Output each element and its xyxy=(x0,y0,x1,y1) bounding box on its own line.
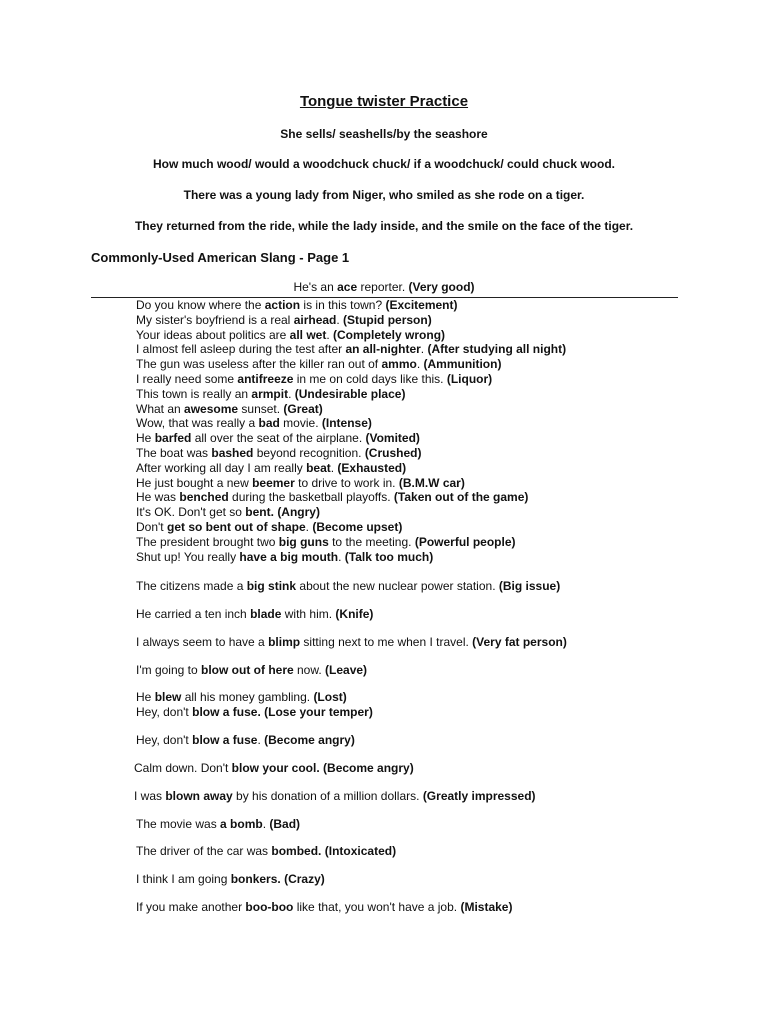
slang-meaning: (Exhausted) xyxy=(337,460,407,475)
slang-line xyxy=(136,387,736,402)
line-text: . xyxy=(420,342,428,357)
slang-line xyxy=(136,872,325,886)
line-text: The boat was xyxy=(136,445,212,460)
slang-line xyxy=(136,490,736,505)
line-text: sunset. xyxy=(238,401,284,416)
line-text: The movie was xyxy=(136,817,221,831)
slang-line xyxy=(136,520,736,535)
tongue-twister: There was a young lady from Niger, who smiled as she rode on a tiger. xyxy=(183,188,585,202)
slang-meaning: (Knife) xyxy=(335,607,374,621)
slang-term: beemer xyxy=(252,475,295,490)
line-text: beyond recognition. xyxy=(253,445,365,460)
slang-line xyxy=(136,705,373,719)
slang-term: ammo xyxy=(381,357,417,372)
line-text: by his donation of a million dollars. xyxy=(232,789,423,803)
line-text: The gun was useless after the killer ran out of xyxy=(136,357,382,372)
slang-term: bonkers. xyxy=(230,872,281,886)
slang-term: ace xyxy=(337,280,358,294)
line-text: with him. xyxy=(281,607,336,621)
line-text: After working all day I am really xyxy=(136,460,307,475)
line-text: all his money gambling. xyxy=(181,690,314,704)
slang-meaning: (Vomited) xyxy=(365,431,420,446)
slang-term: big stink xyxy=(246,579,297,593)
slang-line xyxy=(136,635,567,649)
slang-line xyxy=(136,550,736,565)
slang-term: airhead xyxy=(293,312,337,327)
slang-term: blade xyxy=(250,607,282,621)
slang-meaning: (Liquor) xyxy=(446,371,493,386)
line-text: to drive to work in. xyxy=(294,475,399,490)
slang-meaning: (Very good) xyxy=(408,280,475,294)
page-title: Tongue twister Practice xyxy=(299,93,469,110)
slang-line xyxy=(136,446,736,461)
slang-line xyxy=(136,416,736,431)
slang-line xyxy=(136,690,347,704)
slang-term: blimp xyxy=(268,635,301,649)
line-text: . xyxy=(288,386,295,401)
slang-line xyxy=(136,663,367,677)
slang-line xyxy=(136,817,300,831)
line-text: Shut up! You really xyxy=(136,549,240,564)
slang-meaning: (Great) xyxy=(283,401,323,416)
slang-meaning: (Crazy) xyxy=(284,872,325,886)
line-text: during the basketball playoffs. xyxy=(228,490,394,505)
slang-term: blow a fuse xyxy=(192,733,258,747)
line-text: He xyxy=(136,431,155,446)
line-text: I was xyxy=(134,789,166,803)
slang-line xyxy=(136,402,736,417)
line-text: He's an xyxy=(293,280,338,294)
line-text: It's OK. Don't get so xyxy=(136,505,246,520)
slang-line xyxy=(136,900,512,914)
slang-meaning: (Lost) xyxy=(313,690,347,704)
line-text: The citizens made a xyxy=(136,579,247,593)
slang-term: benched xyxy=(179,490,229,505)
line-text: . xyxy=(338,549,345,564)
line-text: Do you know where the xyxy=(136,298,265,312)
line-text: to the meeting. xyxy=(328,534,415,549)
line-text: This town is really an xyxy=(136,386,252,401)
slang-line xyxy=(136,461,736,476)
slang-term: blown away xyxy=(165,789,233,803)
tongue-twister: How much wood/ would a woodchuck chuck/ if a woodchuck/ could chuck wood. xyxy=(152,157,616,171)
slang-meaning: (Crushed) xyxy=(364,445,422,460)
slang-line xyxy=(136,313,736,328)
line-text: about the new nuclear power station. xyxy=(296,579,499,593)
slang-term: all wet xyxy=(289,327,327,342)
slang-term: armpit xyxy=(251,386,289,401)
slang-term: blow out of here xyxy=(201,663,294,677)
slang-line xyxy=(136,505,736,520)
line-text: is in this town? xyxy=(300,298,386,312)
slang-line xyxy=(136,298,736,313)
slang-meaning: (Completely wrong) xyxy=(333,327,446,342)
line-text: reporter. xyxy=(357,280,409,294)
slang-line xyxy=(136,733,355,747)
slang-meaning: (Become angry) xyxy=(323,761,414,775)
slang-meaning: (Talk too much) xyxy=(344,549,434,564)
slang-term: a bomb xyxy=(220,817,263,831)
slang-line xyxy=(134,761,414,775)
slang-line xyxy=(134,789,536,803)
slang-meaning: (Excitement) xyxy=(385,298,458,312)
slang-term: have a big mouth xyxy=(239,549,339,564)
slang-term: bad xyxy=(258,416,280,431)
line-text: Your ideas about politics are xyxy=(136,327,290,342)
slang-meaning: (Very fat person) xyxy=(472,635,567,649)
slang-line xyxy=(136,579,560,593)
line-text: I think I am going xyxy=(136,872,231,886)
slang-term: big guns xyxy=(278,534,329,549)
slang-list xyxy=(136,298,736,564)
slang-meaning: (Become upset) xyxy=(312,519,403,534)
slang-term: antifreeze xyxy=(237,371,294,386)
slang-line xyxy=(136,431,736,446)
slang-meaning: (Ammunition) xyxy=(423,357,502,372)
line-text: Hey, don't xyxy=(136,705,193,719)
slang-term: action xyxy=(264,298,301,312)
slang-term: blow your cool. xyxy=(231,761,320,775)
line-text: . xyxy=(326,327,334,342)
slang-line xyxy=(136,342,736,357)
slang-term: boo-boo xyxy=(245,900,294,914)
slang-term: bombed. xyxy=(271,844,322,858)
slang-line xyxy=(136,372,736,387)
slang-line xyxy=(136,844,396,858)
tongue-twister: They returned from the ride, while the lady inside, and the smile on the face of the tiger. xyxy=(134,219,634,233)
slang-term: an all-nighter xyxy=(345,342,421,357)
line-text: I almost fell asleep during the test after xyxy=(136,342,346,357)
line-text: . xyxy=(257,733,265,747)
line-text: If you make another xyxy=(136,900,246,914)
slang-meaning: (Become angry) xyxy=(264,733,355,747)
slang-line xyxy=(136,535,736,550)
line-text: He was xyxy=(136,490,180,505)
slang-meaning: (Mistake) xyxy=(460,900,513,914)
line-text: now. xyxy=(293,663,326,677)
slang-meaning: (Intense) xyxy=(321,416,372,431)
slang-term: bashed xyxy=(211,445,254,460)
line-text: What an xyxy=(136,401,185,416)
slang-meaning: (Intoxicated) xyxy=(324,844,397,858)
slang-meaning: (Greatly impressed) xyxy=(422,789,536,803)
slang-meaning: (Big issue) xyxy=(498,579,561,593)
slang-term: barfed xyxy=(154,431,192,446)
line-text: The driver of the car was xyxy=(136,844,272,858)
tongue-twister: She sells/ seashells/by the seashore xyxy=(280,127,488,141)
line-text: . xyxy=(330,460,338,475)
slang-term: beat xyxy=(306,460,331,475)
slang-term: awesome xyxy=(184,401,239,416)
line-text: in me on cold days like this. xyxy=(293,371,447,386)
slang-line xyxy=(136,357,736,372)
slang-line xyxy=(136,607,373,621)
slang-term: get so bent out of shape xyxy=(166,519,306,534)
slang-meaning: (Taken out of the game) xyxy=(393,490,529,505)
line-text: I always seem to have a xyxy=(136,635,269,649)
line-text: Wow, that was really a xyxy=(136,416,259,431)
line-text: . xyxy=(336,312,344,327)
line-text: sitting next to me when I travel. xyxy=(300,635,473,649)
line-text: . xyxy=(416,357,424,372)
slang-meaning: (Angry) xyxy=(277,505,320,520)
line-text: Hey, don't xyxy=(136,733,193,747)
line-text: all over the seat of the airplane. xyxy=(191,431,366,446)
slang-meaning: (After studying all night) xyxy=(427,342,567,357)
section-heading: Commonly-Used American Slang - Page 1 xyxy=(91,250,350,265)
line-text: . xyxy=(262,817,270,831)
slang-line xyxy=(136,328,736,343)
line-text: I'm going to xyxy=(136,663,201,677)
slang-meaning: (B.M.W car) xyxy=(398,475,465,490)
line-text: The president brought two xyxy=(136,534,279,549)
slang-meaning: (Lose your temper) xyxy=(264,705,373,719)
line-text: movie. xyxy=(279,416,322,431)
line-text: He xyxy=(136,690,155,704)
line-text: My sister's boyfriend is a real xyxy=(136,312,294,327)
line-text: He carried a ten inch xyxy=(136,607,251,621)
slang-line-ace xyxy=(0,280,768,294)
slang-meaning: (Powerful people) xyxy=(414,534,516,549)
slang-meaning: (Leave) xyxy=(325,663,368,677)
slang-meaning: (Undesirable place) xyxy=(294,386,406,401)
slang-meaning: (Stupid person) xyxy=(343,312,432,327)
line-text: He just bought a new xyxy=(136,475,253,490)
slang-term: bent. xyxy=(245,505,274,520)
slang-term: blow a fuse. xyxy=(192,705,261,719)
slang-line xyxy=(136,476,736,491)
slang-term: blew xyxy=(154,690,182,704)
line-text: . xyxy=(305,519,313,534)
slang-meaning: (Bad) xyxy=(269,817,301,831)
line-text: like that, you won't have a job. xyxy=(293,900,461,914)
line-text: I really need some xyxy=(136,371,238,386)
line-text: Don't xyxy=(136,519,167,534)
line-text: Calm down. Don't xyxy=(134,761,232,775)
